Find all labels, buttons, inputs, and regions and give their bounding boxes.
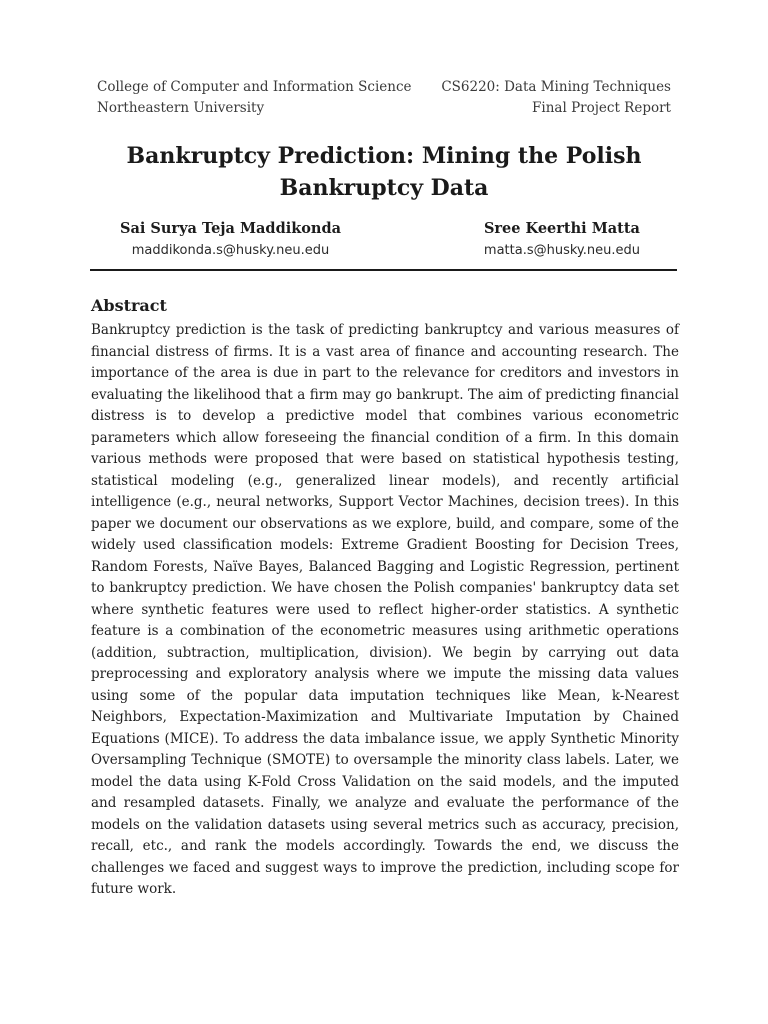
author-email: matta.s@husky.neu.edu <box>483 243 640 258</box>
author-1 <box>120 218 341 262</box>
page-header <box>97 77 671 119</box>
header-divider <box>90 269 677 271</box>
author-2 <box>484 218 640 262</box>
header-right <box>441 77 671 119</box>
author-name: Sai Surya Teja Maddikonda <box>120 220 342 237</box>
header-college: College of Computer and Information Science <box>97 79 412 95</box>
header-course: CS6220: Data Mining Techniques <box>441 79 671 95</box>
abstract-text: Bankruptcy prediction is the task of predicting bankruptcy and various measures of financial distress of firms. It is a vast area of finance and accounting research. The importance of the area is due in part to the relevance for creditors and investors in evaluating the likelihood that a firm may go bankrupt. The aim of predicting financial distress is to develop a predictive model that combines various econometric parameters which allow foreseeing the financial condition of a firm. In this domain various methods were proposed that were based on statistical hypothesis testing, statistical modeling (e.g., generalized linear models), and recently artificial intelligence (e.g., neural networks, Support Vector Machines, decision trees). In this paper we document our observations as we explore, build, and compare, some of the widely used classification models: Extreme Gradient Boosting for Decision Trees, Random Forests, Naïve Bayes, Balanced Bagging and Logistic Regression, pertinent to bankruptcy prediction. We have chosen the Polish companies' bankruptcy data set where synthetic features were used to reflect higher-order statistics. A synthetic feature is a combination of the econometric measures using arithmetic operations (addition, subtraction, multiplication, division). We begin by carrying out data preprocessing and exploratory analysis where we impute the missing data values using some of the popular data imputation techniques like Mean, k-Nearest Neighbors, Expectation-Maximization and Multivariate Imputation by Chained Equations (MICE). To address the data imbalance issue, we apply Synthetic Minority Oversampling Technique (SMOTE) to oversample the minority class labels. Later, we model the data using K-Fold Cross Validation on the said models, and the imputed and resampled datasets. Finally, we analyze and evaluate the performance of the models on the validation datasets using several metrics such as accuracy, precision, recall, etc., and rank the models accordingly. Towards the end, we discuss the challenges we faced and suggest ways to improve the prediction, including scope for future work. <box>91 322 679 897</box>
author-name: Sree Keerthi Matta <box>483 220 640 237</box>
author-block <box>90 218 678 262</box>
header-university: Northeastern University <box>97 100 265 116</box>
paper-title: Bankruptcy Prediction: Mining the Polish Bankruptcy Data <box>126 143 642 201</box>
abstract-heading: Abstract <box>91 296 167 315</box>
header-report-type: Final Project Report <box>532 100 671 116</box>
author-email: maddikonda.s@husky.neu.edu <box>131 243 330 258</box>
header-left <box>97 77 412 119</box>
